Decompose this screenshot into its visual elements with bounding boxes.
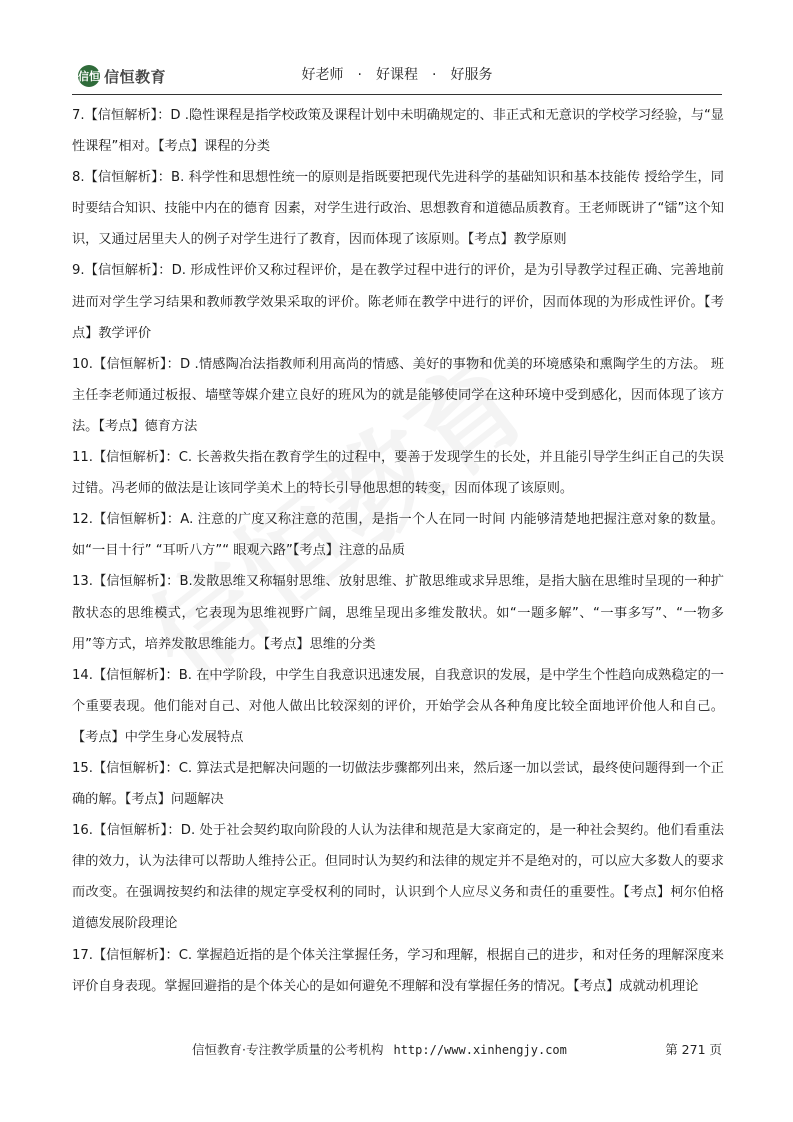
header-slogan: 好老师 · 好课程 · 好服务: [301, 67, 493, 83]
footer-text: 信恒教育·专注教学质量的公考机构: [192, 1042, 384, 1057]
answer-paragraph-16: 16.【信恒解析】：D. 处于社会契约取向阶段的人认为法律和规范是大家商定的，是一种社会契约。他们看重法律的效力，认为法律可以帮助人维持公正。但同时认为契约和法律的规定并不是绝对的，可以应大多数人的要求而改变。在强调按契约和法律的规定享受权利的同时，认识到个人应尽义务和责任的重要性。【考点】柯尔伯格道德发展阶段理论: [72, 823, 724, 932]
answer-paragraph-7: 7.【信恒解析】：D .隐性课程是指学校政策及课程计划中未明确规定的、非正式和无意识的学校学习经验，与“显性课程”相对。【考点】课程的分类: [72, 108, 724, 155]
answer-paragraph-9: 9.【信恒解析】：D. 形成性评价又称过程评价，是在教学过程中进行的评价，是为引导教学过程正确、完善地前进而对学生学习结果和教师教学效果采取的评价。陈老师在教学中进行的评价，因而体现的为形成性评价。【考点】教学评价: [72, 263, 724, 341]
answer-paragraph-11: 11.【信恒解析】：C. 长善救失指在教育学生的过程中，要善于发现学生的长处，并且能引导学生纠正自己的失误过错。冯老师的做法是让该同学美术上的特长引导他思想的转变，因而体现了该原则。: [72, 450, 724, 497]
answer-paragraph-13: 13.【信恒解析】：B.发散思维又称辐射思维、放射思维、扩散思维或求异思维，是指大脑在思维时呈现的一种扩散状态的思维模式，它表现为思维视野广阔，思维呈现出多维发散状。如“一题多解”、“一事多写”、“一物多用”等方式，培养发散思维能力。【考点】思维的分类: [72, 574, 724, 652]
logo-text: 信恒教育: [104, 67, 167, 86]
logo-icon: 信恒: [78, 65, 100, 87]
answer-paragraph-12: 12.【信恒解析】：A. 注意的广度又称注意的范围，是指一个人在同一时间 内能够清楚地把握注意对象的数量。如“一目十行” “耳听八方”“ 眼观六路”【考点】注意的品质: [72, 512, 724, 559]
answer-paragraph-15: 15.【信恒解析】：C. 算法式是把解决问题的一切做法步骤都列出来，然后逐一加以尝试，最终使问题得到一个正确的解。【考点】问题解决: [72, 760, 724, 808]
answer-paragraph-10: 10.【信恒解析】：D .情感陶冶法指教师利用高尚的情感、美好的事物和优美的环境感染和熏陶学生的方法。 班主任李老师通过板报、墙壁等媒介建立良好的班风为的就是能够使同学在这种环境中受到感化，因而体现了该方法。【考点】德育方法: [72, 356, 724, 434]
footer-url: http://www.xinhengjy.com: [393, 1043, 567, 1057]
page-header: [72, 58, 722, 95]
answer-paragraph-8: 8.【信恒解析】：B. 科学性和思想性统一的原则是指既要把现代先进科学的基础知识和基本技能传 授给学生，同时要结合知识、技能中内在的德育 因素，对学生进行政治、思想教育和道德品质教育。王老师既讲了“镭”这个知识，又通过居里夫人的例子对学生进行了教育，因而体现了该原则。【考点】教学原则: [72, 170, 724, 248]
footer-info: [192, 1040, 567, 1058]
page-footer: [72, 1038, 722, 1058]
answer-content: [72, 100, 724, 1002]
page-number: 第 271 页: [665, 1042, 722, 1057]
answer-paragraph-14: 14.【信恒解析】：B. 在中学阶段，中学生自我意识迅速发展，自我意识的发展，是中学生个性趋向成熟稳定的一个重要表现。他们能对自己、对他人做出比较深刻的评价，开始学会从各种角度比较全面地评价他人和自己。【考点】中学生身心发展特点: [72, 667, 724, 745]
answer-paragraph-17: 17.【信恒解析】：C. 掌握趋近指的是个体关注掌握任务，学习和理解，根据自己的进步，和对任务的理解深度来评价自身表现。掌握回避指的是个体关心的是如何避免不理解和没有掌握任务的情况。【考点】成就动机理论: [72, 947, 724, 994]
